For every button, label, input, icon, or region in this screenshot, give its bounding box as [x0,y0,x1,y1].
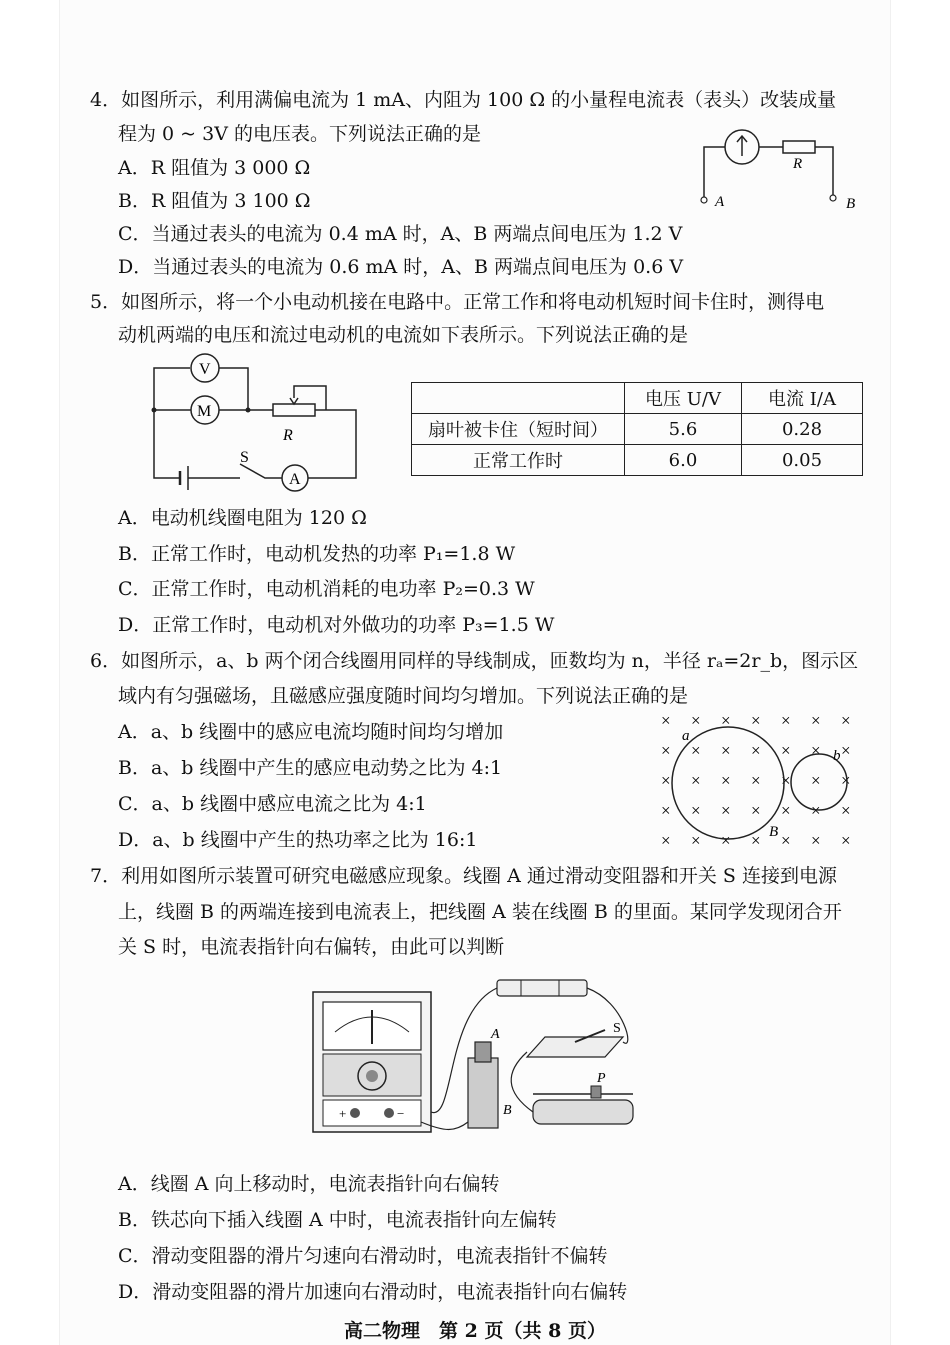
table-header-current: 电流 I/A [742,383,863,414]
q5-option-b: B．正常工作时，电动机发热的功率 P₁=1.8 W [118,543,516,565]
field-mark: × [781,831,791,850]
field-mark: × [661,801,671,820]
page-footer: 高二物理 第 2 页（共 8 页） [344,1320,606,1342]
coil-a-label: A [491,1027,500,1042]
switch-label: S [240,449,249,466]
field-mark: × [721,831,731,850]
q7-option-d: D．滑动变阻器的滑片加速向右滑动时，电流表指针向右偏转 [118,1281,628,1303]
field-mark: × [841,831,851,850]
q6-option-b: B．a、b 线圈中产生的感应电动势之比为 4:1 [118,757,503,779]
field-mark: × [751,711,761,730]
field-mark: × [781,711,791,730]
q6-option-c: C．a、b 线圈中感应电流之比为 4:1 [118,793,427,815]
q5-option-d: D．正常工作时，电动机对外做功的功率 P₃=1.5 W [118,614,555,636]
table-header-blank [412,383,625,414]
field-mark: × [691,711,701,730]
field-mark: × [721,741,731,760]
q7-option-a: A．线圈 A 向上移动时，电流表指针向右偏转 [118,1173,500,1195]
q5-option-a: A．电动机线圈电阻为 120 Ω [118,507,367,529]
battery-icon [497,980,587,996]
q5-circuit-diagram [140,350,370,495]
resistor-icon [783,141,815,153]
field-mark: × [811,831,821,850]
table-row [412,445,863,476]
field-mark: × [781,741,791,760]
field-mark: × [691,801,701,820]
rheostat-label: R [283,427,293,444]
field-mark: × [841,771,851,790]
q5-stem-line2: 动机两端的电压和流过电动机的电流如下表所示。下列说法正确的是 [118,324,689,346]
q7-stem-line1: 7．利用如图所示装置可研究电磁感应现象。线圈 A 通过滑动变阻器和开关 S 连接到电源 [90,865,837,887]
q5-option-c: C．正常工作时，电动机消耗的电功率 P₂=0.3 W [118,578,535,600]
coil-b-label: B [503,1103,512,1118]
field-mark: × [661,741,671,760]
field-mark: × [721,801,731,820]
q4-option-a: A．R 阻值为 3 000 Ω [118,157,311,179]
field-mark: × [811,711,821,730]
q4-option-d: D．当通过表头的电流为 0.6 mA 时，A、B 两端点间电压为 0.6 V [118,256,684,278]
field-mark: × [751,771,761,790]
terminal-a-label: A [715,194,725,210]
voltmeter-label: V [199,361,211,378]
q5-data-table [411,382,863,476]
table-cell: 扇叶被卡住（短时间） [412,414,625,445]
field-mark: × [691,741,701,760]
field-mark: × [781,771,791,790]
q7-apparatus-illustration [305,972,650,1147]
q6-magnetic-field-diagram [655,706,865,851]
minus-terminal-label: − [397,1106,405,1121]
q4-stem-line2: 程为 0 ~ 3V 的电压表。下列说法正确的是 [118,123,481,145]
table-cell: 0.05 [742,445,863,476]
q4-circuit-diagram [690,122,870,217]
coil-a-label: a [682,728,690,744]
q7-stem-line2: 上，线圈 B 的两端连接到电流表上，把线圈 A 装在线圈 B 的里面。某同学发现闭合开 [118,901,842,923]
resistor-label: R [793,156,803,172]
field-mark: × [841,741,851,760]
plus-terminal-label: + [339,1106,347,1121]
q7-stem-line3: 关 S 时，电流表指针向右偏转，由此可以判断 [118,936,505,958]
switch-label: S [613,1021,621,1036]
q4-option-c: C．当通过表头的电流为 0.4 mA 时，A、B 两端点间电压为 1.2 V [118,223,683,245]
q6-option-a: A．a、b 线圈中的感应电流均随时间均匀增加 [118,721,504,743]
field-mark: × [751,741,761,760]
field-mark: × [751,801,761,820]
table-cell: 6.0 [625,445,742,476]
switch-icon [527,1037,623,1057]
q7-option-b: B．铁芯向下插入线圈 A 中时，电流表指针向左偏转 [118,1209,557,1231]
field-mark: × [811,741,821,760]
table-cell: 0.28 [742,414,863,445]
point-b-label: B [769,824,779,840]
field-mark: × [811,771,821,790]
field-mark: × [661,771,671,790]
q6-option-d: D．a、b 线圈中产生的热功率之比为 16:1 [118,829,478,851]
q4-stem-line1: 4．如图所示，利用满偏电流为 1 mA、内阻为 100 Ω 的小量程电流表（表头）改装成量 [90,89,837,111]
table-cell: 正常工作时 [412,445,625,476]
q6-stem-line1: 6．如图所示，a、b 两个闭合线圈用同样的导线制成，匝数均为 n，半径 rₐ=2r_b，图示区 [90,650,859,672]
field-mark: × [691,831,701,850]
table-header-voltage: 电压 U/V [625,383,742,414]
field-mark: × [781,801,791,820]
field-mark: × [721,711,731,730]
q7-option-c: C．滑动变阻器的滑片匀速向右滑动时，电流表指针不偏转 [118,1245,608,1267]
field-mark: × [841,801,851,820]
slider-label: P [597,1071,606,1086]
motor-label: M [197,403,212,420]
field-mark: × [841,711,851,730]
field-mark: × [811,801,821,820]
ammeter-label: A [289,471,301,488]
field-mark: × [661,831,671,850]
field-mark: × [751,831,761,850]
q5-stem-line1: 5．如图所示，将一个小电动机接在电路中。正常工作和将电动机短时间卡住时，测得电 [90,291,825,313]
table-cell: 5.6 [625,414,742,445]
coil-b-label: b [833,748,841,764]
field-mark: × [721,771,731,790]
terminal-b-label: B [846,196,856,212]
coil-a-icon [475,1042,491,1062]
rheostat-icon [533,1100,633,1124]
field-mark: × [661,711,671,730]
q6-stem-line2: 域内有匀强磁场，且磁感应强度随时间均匀增加。下列说法正确的是 [118,685,689,707]
field-mark: × [691,771,701,790]
switch-icon [240,464,282,478]
rheostat-icon [273,404,315,416]
table-row [412,414,863,445]
q4-option-b: B．R 阻值为 3 100 Ω [118,190,311,212]
coil-b-icon [468,1058,498,1128]
